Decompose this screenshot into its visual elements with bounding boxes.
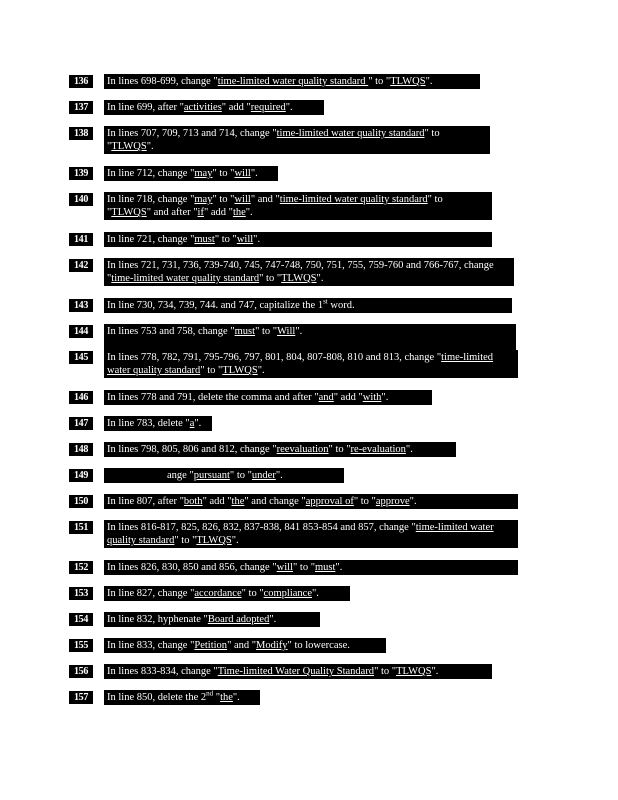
quoted-term: the bbox=[232, 207, 246, 218]
quoted-term: time-limited water quality standard bbox=[276, 128, 425, 139]
instruction-text: In line 721, change " bbox=[107, 234, 195, 245]
item-text bbox=[104, 664, 492, 679]
item-number: 138 bbox=[69, 127, 93, 140]
instruction-text: In lines 826, 830, 850 and 856, change " bbox=[107, 562, 277, 573]
item-number: 147 bbox=[69, 417, 93, 430]
item-text bbox=[104, 232, 492, 247]
item-number: 141 bbox=[69, 233, 93, 246]
instruction-text: ". bbox=[335, 562, 343, 573]
quoted-term: the bbox=[231, 496, 245, 507]
item-number: 152 bbox=[69, 561, 93, 574]
item-number: 140 bbox=[69, 193, 93, 206]
quoted-term: time-limited water quality standard bbox=[107, 522, 494, 546]
item-number: 156 bbox=[69, 665, 93, 678]
item-number: 139 bbox=[69, 167, 93, 180]
quoted-term: will bbox=[276, 562, 293, 573]
quoted-term: TLWQS bbox=[396, 666, 432, 677]
item-text bbox=[104, 560, 518, 575]
quoted-term: will bbox=[234, 194, 251, 205]
item-text bbox=[104, 350, 518, 378]
instruction-text: ". bbox=[316, 273, 324, 284]
instruction-text: " to " bbox=[212, 194, 235, 205]
item-text bbox=[104, 690, 260, 705]
item-text bbox=[104, 442, 456, 457]
item-text bbox=[104, 258, 514, 286]
instruction-text: " to " bbox=[353, 496, 376, 507]
instruction-text: In line 712, change " bbox=[107, 168, 195, 179]
quoted-term: Will bbox=[277, 326, 296, 337]
item-number: 157 bbox=[69, 691, 93, 704]
quoted-term: required bbox=[250, 102, 286, 113]
item-text bbox=[104, 298, 512, 313]
instruction-text: In lines 778, 782, 791, 795-796, 797, 801, 804, 807-808, 810 and 813, change " bbox=[107, 352, 442, 363]
instruction-text: In line 783, delete " bbox=[107, 418, 190, 429]
quoted-term: must bbox=[234, 326, 256, 337]
quoted-term: accordance bbox=[194, 588, 242, 599]
quoted-term: reevaluation bbox=[276, 444, 329, 455]
item-text bbox=[104, 416, 212, 431]
item-text bbox=[104, 126, 490, 154]
instruction-text: ". bbox=[253, 234, 261, 245]
item-number: 146 bbox=[69, 391, 93, 404]
instruction-text: " add " bbox=[202, 496, 232, 507]
quoted-term: may bbox=[194, 168, 213, 179]
item-number: 136 bbox=[69, 75, 93, 88]
quoted-term: time-limited water quality standard bbox=[279, 194, 428, 205]
instruction-text: " to " bbox=[292, 562, 315, 573]
instruction-text: " to lowercase. bbox=[287, 640, 350, 651]
instruction-text: " to " bbox=[374, 666, 397, 677]
quoted-term: time-limited water quality standard bbox=[107, 352, 494, 376]
instruction-text: ". bbox=[269, 614, 277, 625]
item-text bbox=[104, 166, 278, 181]
quoted-term: approve bbox=[375, 496, 410, 507]
quoted-term: pursuant bbox=[193, 470, 230, 481]
quoted-term: Time-limited Water Quality Standard bbox=[217, 666, 375, 677]
quoted-term: TLWQS bbox=[390, 76, 426, 87]
quoted-term: Modify bbox=[256, 640, 288, 651]
item-number: 154 bbox=[69, 613, 93, 626]
quoted-term: must bbox=[314, 562, 336, 573]
quoted-term: if bbox=[197, 207, 204, 218]
quoted-term: a bbox=[189, 418, 195, 429]
quoted-term: Board adopted bbox=[207, 614, 270, 625]
item-number: 143 bbox=[69, 299, 93, 312]
quoted-term: will bbox=[234, 168, 251, 179]
quoted-term: TLWQS bbox=[111, 141, 147, 152]
item-text bbox=[104, 390, 432, 405]
instruction-text: In line 833, change " bbox=[107, 640, 195, 651]
instruction-text: In lines 721, 731, 736, 739-740, 745, 747-748, 750, 751, 755, 759-760 and 766-767, change " bbox=[107, 260, 494, 284]
instruction-text: In lines 778 and 791, delete the comma and after " bbox=[107, 392, 319, 403]
instruction-text: " add " bbox=[333, 392, 363, 403]
instruction-text: ". bbox=[295, 326, 303, 337]
superscript: st bbox=[323, 297, 328, 306]
instruction-text: ange " bbox=[167, 470, 194, 481]
quoted-term: compliance bbox=[263, 588, 313, 599]
quoted-term: TLWQS bbox=[281, 273, 317, 284]
item-number: 148 bbox=[69, 443, 93, 456]
item-number: 155 bbox=[69, 639, 93, 652]
instruction-text: ". bbox=[231, 535, 239, 546]
instruction-text: " to " bbox=[241, 588, 264, 599]
instruction-text: ". bbox=[409, 496, 417, 507]
instruction-text: ". bbox=[275, 470, 283, 481]
instruction-text: In line 807, after " bbox=[107, 496, 184, 507]
superscript: nd bbox=[206, 689, 214, 698]
instruction-text: In lines 833-834, change " bbox=[107, 666, 218, 677]
instruction-text: In line 718, change " bbox=[107, 194, 195, 205]
item-text bbox=[104, 612, 320, 627]
instruction-text: In line 827, change " bbox=[107, 588, 195, 599]
instruction-text: ". bbox=[285, 102, 293, 113]
instruction-text: ". bbox=[381, 392, 389, 403]
quoted-term: activities bbox=[183, 102, 222, 113]
item-number: 137 bbox=[69, 101, 93, 114]
instruction-text: ". bbox=[405, 444, 413, 455]
instruction-text: In line 832, hyphenate " bbox=[107, 614, 208, 625]
quoted-term: TLWQS bbox=[222, 365, 258, 376]
instruction-text: ". bbox=[257, 365, 265, 376]
item-text bbox=[104, 586, 350, 601]
quoted-term: Petition bbox=[194, 640, 228, 651]
quoted-term: time-limited water quality standard bbox=[111, 273, 260, 284]
instruction-text: ". bbox=[146, 141, 154, 152]
item-number: 142 bbox=[69, 259, 93, 272]
instruction-text: ". bbox=[312, 588, 319, 599]
instruction-text: " to " bbox=[107, 194, 443, 218]
quoted-term: TLWQS bbox=[111, 207, 147, 218]
instruction-text: " and " bbox=[250, 194, 280, 205]
instruction-text: " to " bbox=[107, 128, 440, 152]
instruction-text: " to " bbox=[229, 470, 252, 481]
quoted-term: both bbox=[183, 496, 203, 507]
quoted-term: approval of bbox=[305, 496, 354, 507]
instruction-text: " and change " bbox=[244, 496, 306, 507]
quoted-term: TLWQS bbox=[196, 535, 232, 546]
instruction-text: " add " bbox=[203, 207, 233, 218]
instruction-text: In lines 707, 709, 713 and 714, change " bbox=[107, 128, 277, 139]
instruction-text: ". bbox=[431, 666, 439, 677]
instruction-text: " to " bbox=[174, 535, 197, 546]
instruction-text: In lines 816-817, 825, 826, 832, 837-838, 841 853-854 and 857, change " bbox=[107, 522, 416, 533]
quoted-term: with bbox=[362, 392, 382, 403]
item-text bbox=[104, 192, 492, 220]
item-number: 151 bbox=[69, 521, 93, 534]
instruction-text: " to " bbox=[255, 326, 278, 337]
item-number: 153 bbox=[69, 587, 93, 600]
instruction-text: " add " bbox=[221, 102, 251, 113]
instruction-text: In lines 698-699, change " bbox=[107, 76, 218, 87]
quoted-term: must bbox=[194, 234, 215, 245]
item-number: 150 bbox=[69, 495, 93, 508]
item-text bbox=[104, 100, 324, 115]
item-text bbox=[104, 468, 344, 483]
instruction-text: In line 699, after " bbox=[107, 102, 184, 113]
instruction-text: " to " bbox=[214, 234, 237, 245]
quoted-term: re-evaluation bbox=[350, 444, 406, 455]
instruction-text: ". bbox=[194, 418, 202, 429]
instruction-text: " to " bbox=[368, 76, 391, 87]
instruction-text: " to " bbox=[259, 273, 282, 284]
quoted-term: will bbox=[236, 234, 254, 245]
item-number: 144 bbox=[69, 325, 93, 338]
item-number: 145 bbox=[69, 351, 93, 364]
item-text bbox=[104, 324, 516, 352]
instruction-text: " and after " bbox=[146, 207, 198, 218]
quoted-term: may bbox=[194, 194, 213, 205]
quoted-term: and bbox=[318, 392, 334, 403]
instruction-text: " to " bbox=[328, 444, 351, 455]
instruction-text: word. bbox=[327, 300, 355, 311]
instruction-text: " and " bbox=[227, 640, 257, 651]
item-text bbox=[104, 494, 518, 509]
instruction-text: ". bbox=[425, 76, 433, 87]
item-number: 149 bbox=[69, 469, 93, 482]
item-text bbox=[104, 520, 518, 548]
instruction-text: In lines 798, 805, 806 and 812, change " bbox=[107, 444, 277, 455]
item-text bbox=[104, 638, 386, 653]
quoted-term: time-limited water quality standard bbox=[217, 76, 369, 87]
quoted-term: under bbox=[251, 470, 276, 481]
instruction-text: In line 850, delete the 2 bbox=[107, 692, 207, 703]
instruction-text: In lines 753 and 758, change " bbox=[107, 326, 235, 337]
instruction-text: ". bbox=[250, 168, 258, 179]
quoted-term: the bbox=[220, 692, 233, 703]
instruction-text: " to " bbox=[212, 168, 235, 179]
instruction-text: ". bbox=[232, 692, 240, 703]
instruction-text: ". bbox=[245, 207, 253, 218]
instruction-text: " bbox=[213, 692, 221, 703]
instruction-text: In line 730, 734, 739, 744. and 747, capitalize the 1 bbox=[107, 300, 324, 311]
instruction-text: " to " bbox=[200, 365, 223, 376]
item-text bbox=[104, 74, 480, 89]
